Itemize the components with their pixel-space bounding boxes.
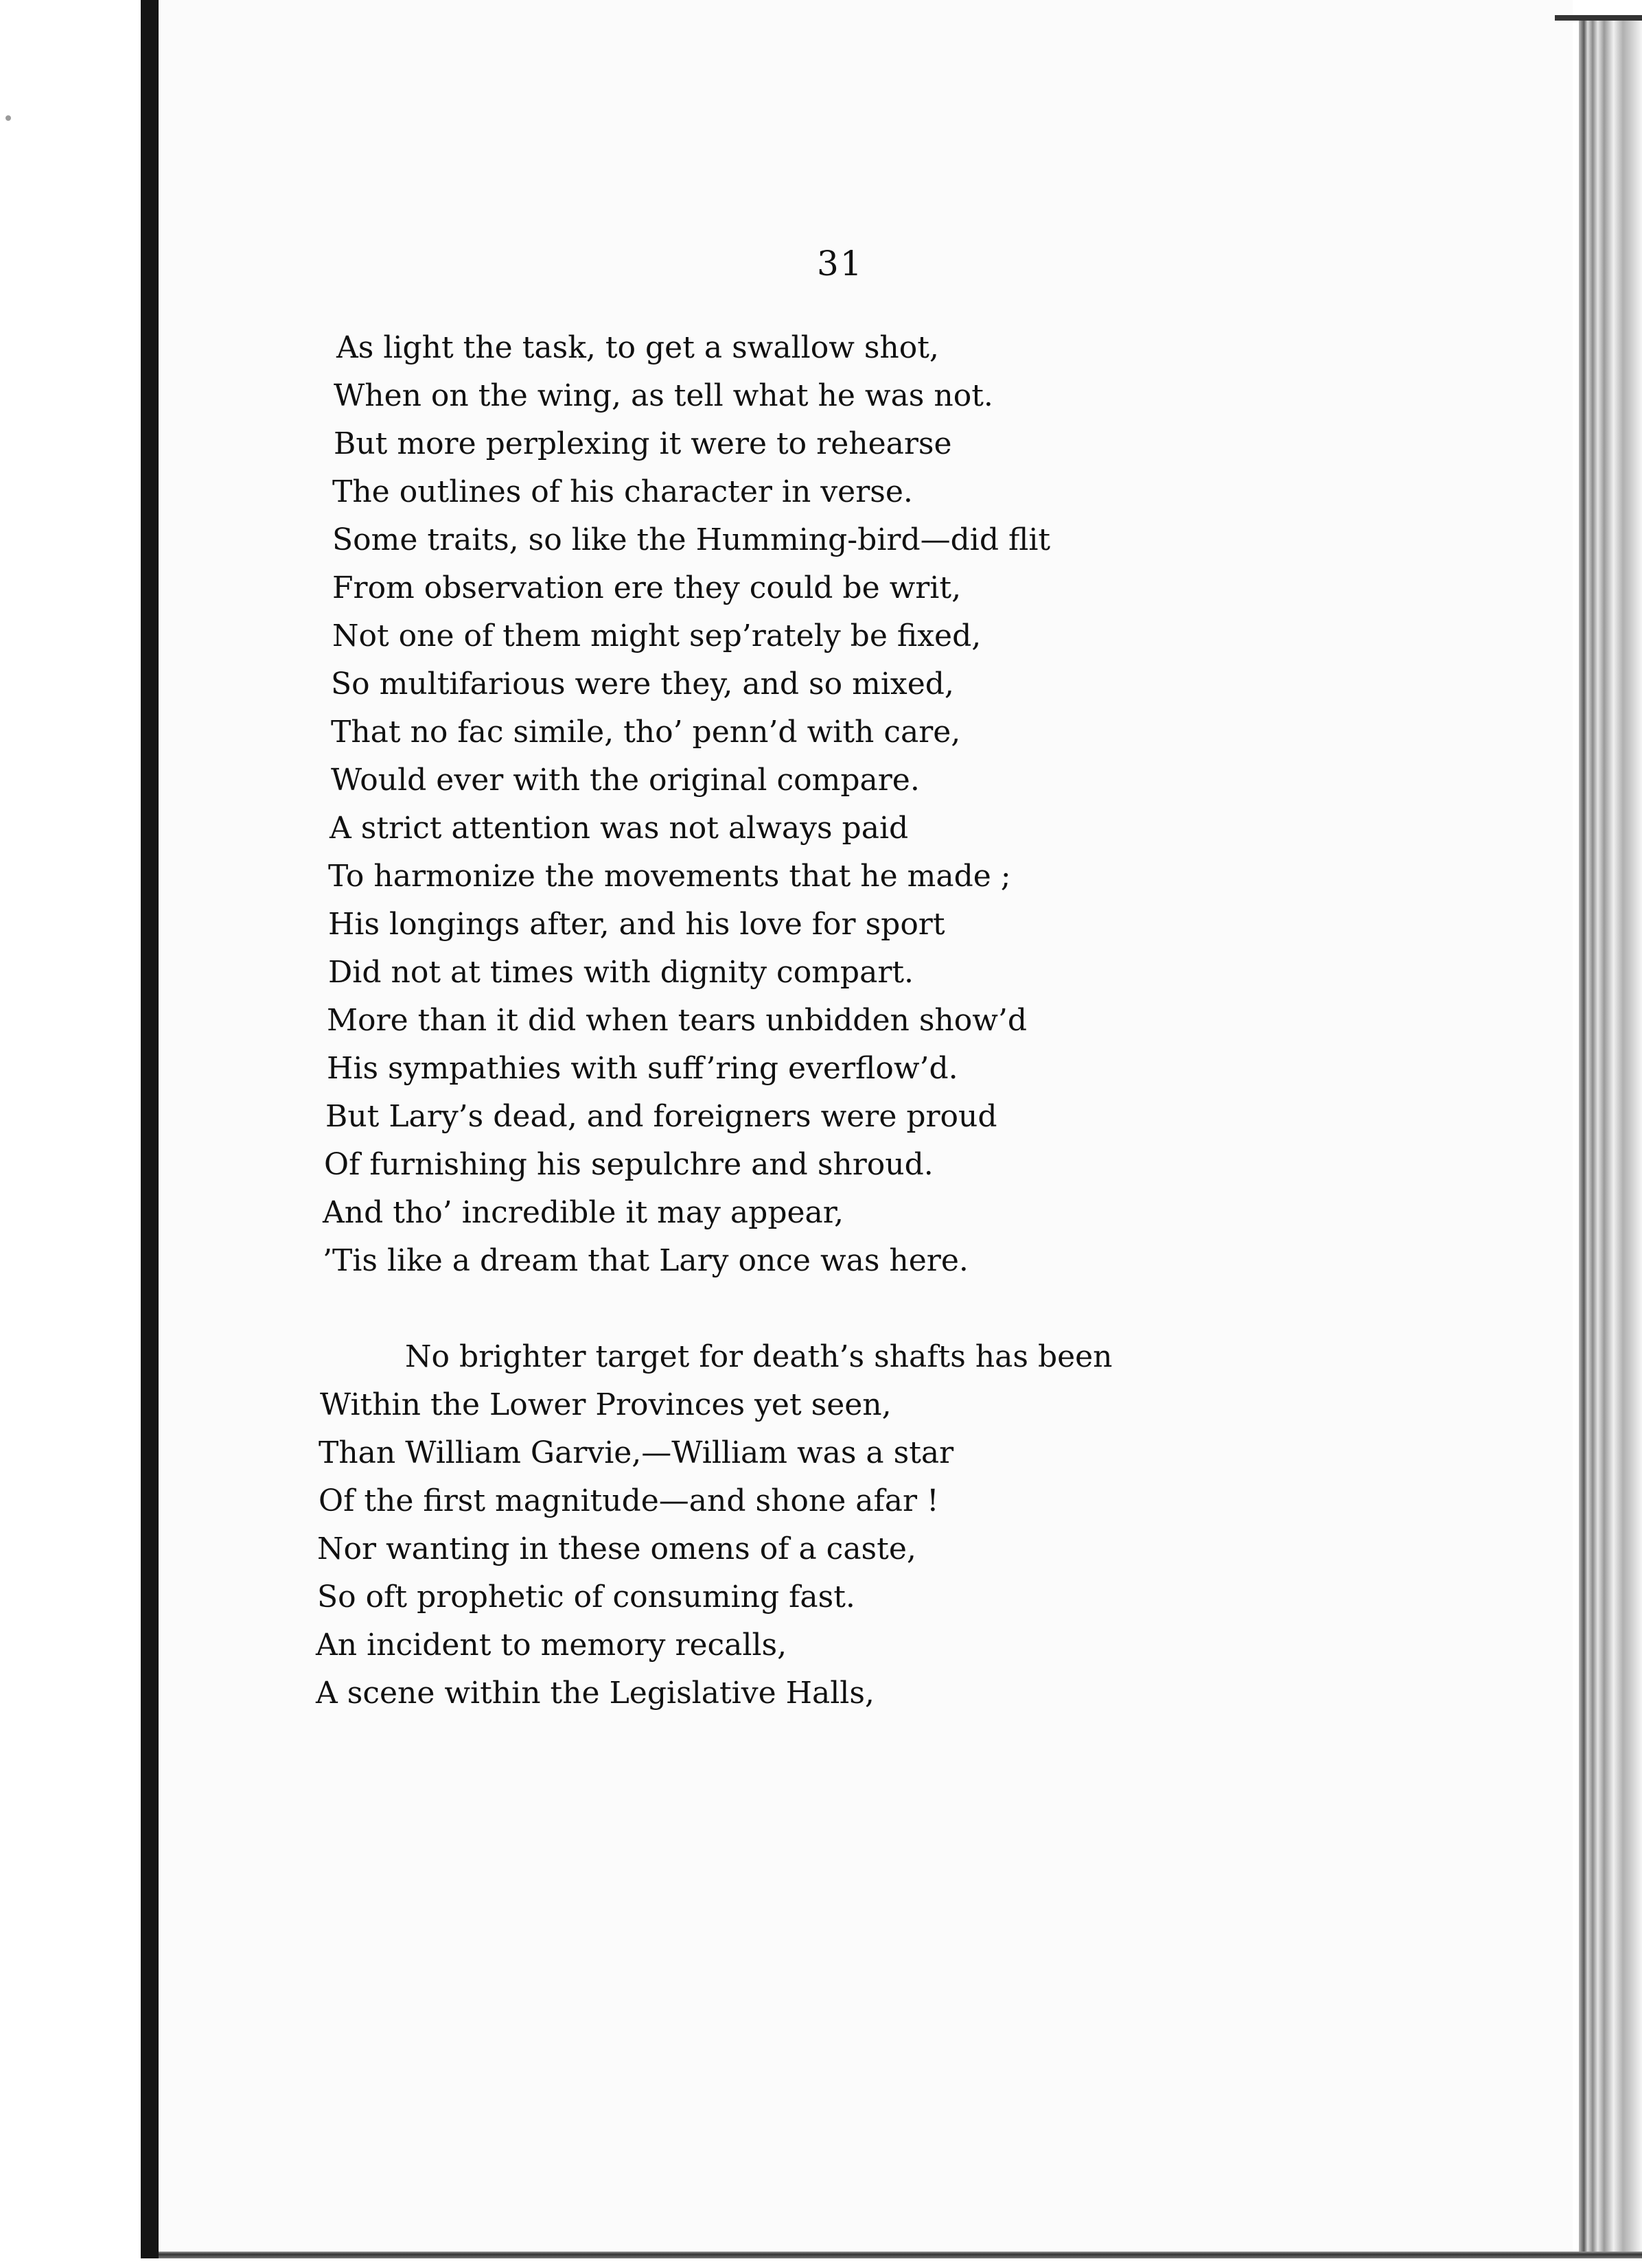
dust-speck xyxy=(5,115,11,121)
poem-line: So multifarious were they, and so mixed, xyxy=(331,667,954,702)
poem-line: A scene within the Legislative Halls, xyxy=(316,1676,875,1711)
poem-line: The outlines of his character in verse. xyxy=(332,474,913,509)
poem-line: ’Tis like a dream that Lary once was here. xyxy=(323,1243,969,1278)
poem-line: Of furnishing his sepulchre and shroud. xyxy=(324,1147,934,1182)
poem-line: A strict attention was not always paid xyxy=(329,811,909,846)
bottom-margin xyxy=(0,2258,1642,2268)
poem-line: An incident to memory recalls, xyxy=(316,1628,787,1663)
poem-line: But more perplexing it were to rehearse xyxy=(334,426,952,461)
page-number: 31 xyxy=(817,244,864,284)
poem-line: More than it did when tears unbidden show’d xyxy=(327,1003,1028,1038)
poem-line: No brighter target for death’s shafts has been xyxy=(405,1339,1113,1374)
poem-line: When on the wing, as tell what he was not. xyxy=(334,378,993,413)
bottom-edge-rule xyxy=(159,2252,1642,2258)
poem-line: His longings after, and his love for sport xyxy=(328,907,945,942)
page-edge xyxy=(1579,17,1642,2255)
poem-line: Not one of them might sep’rately be fixed, xyxy=(332,618,982,653)
poem-line: As light the task, to get a swallow shot, xyxy=(336,330,939,365)
poem-line: To harmonize the movements that he made ; xyxy=(328,859,1011,894)
poem-line: From observation ere they could be writ, xyxy=(332,570,962,605)
poem-line: So oft prophetic of consuming fast. xyxy=(317,1579,855,1615)
poem-line: Than William Garvie,—William was a star xyxy=(319,1435,954,1470)
poem-line: That no fac simile, tho’ penn’d with care, xyxy=(331,715,961,750)
book-gutter xyxy=(141,0,159,2268)
left-margin xyxy=(0,0,141,2268)
poem-line: Some traits, so like the Humming-bird—did flit xyxy=(332,522,1051,557)
poem-line: His sympathies with suff’ring everflow’d. xyxy=(327,1051,958,1086)
poem-line: And tho’ incredible it may appear, xyxy=(323,1195,844,1230)
poem-line: Would ever with the original compare. xyxy=(331,763,920,798)
poem-line: Did not at times with dignity compart. xyxy=(328,955,914,990)
top-edge-rule xyxy=(1555,15,1642,21)
poem-line: But Lary’s dead, and foreigners were proud xyxy=(325,1099,997,1134)
poem-line: Within the Lower Provinces yet seen, xyxy=(320,1387,892,1422)
poem-line: Nor wanting in these omens of a caste, xyxy=(317,1531,916,1566)
poem-line: Of the first magnitude—and shone afar ! xyxy=(319,1483,939,1518)
